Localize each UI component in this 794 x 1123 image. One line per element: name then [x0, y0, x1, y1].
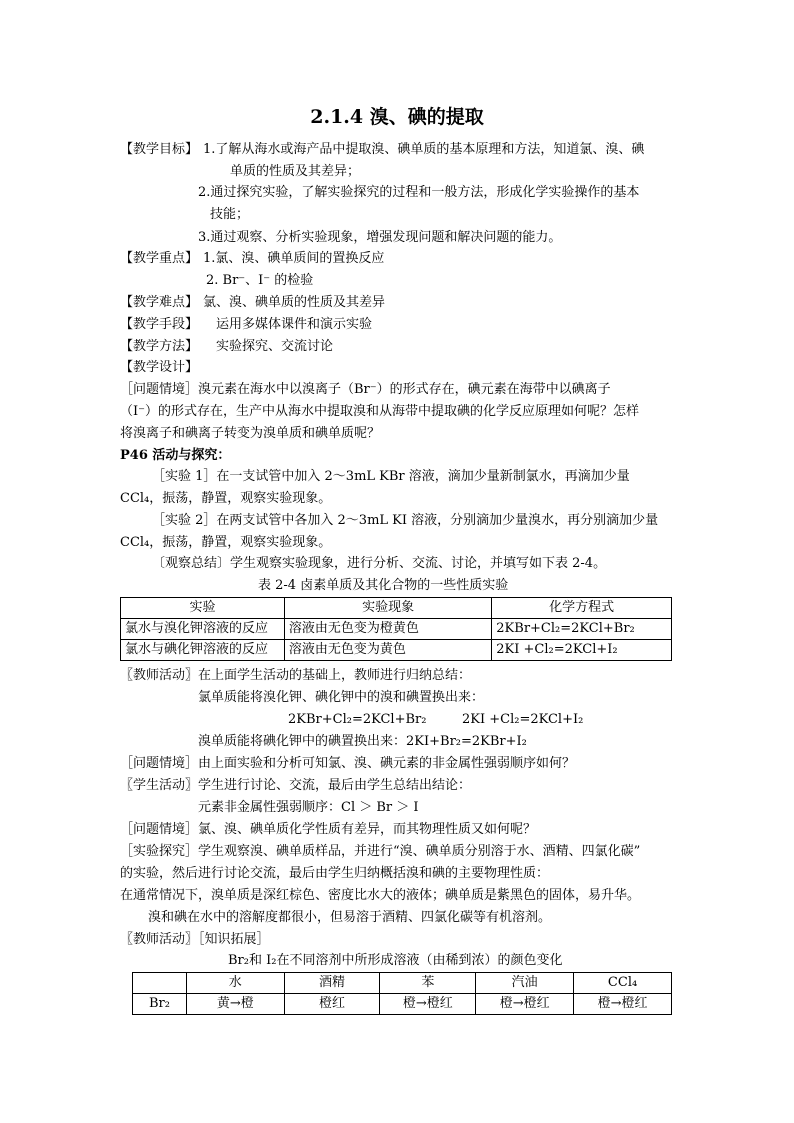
table-cell: 橙→橙红 — [380, 994, 476, 1015]
solvent-table-caption: Br₂和 I₂在不同溶剂中所形成溶液（由稀到浓）的颜色变化 — [228, 953, 563, 968]
problem-1-line-1: ［问题情境］溴元素在海水中以溴离子（Br⁻）的形式存在，碘元素在海带中以碘离子 — [120, 382, 611, 397]
table-row — [133, 994, 672, 1015]
goal-2-line-2: 技能； — [210, 207, 250, 222]
goals-label: 【教学目标】 — [120, 142, 199, 157]
table-cell: Br₂ — [133, 994, 187, 1015]
experiment-1-line-2: CCl₄，振荡，静置，观察实验现象。 — [120, 491, 332, 506]
page-title: 2.1.4 溴、碘的提取 — [310, 106, 484, 128]
activity-heading: P46 活动与探究： — [120, 448, 231, 463]
goal-1-line-1: 1.了解从海水或海产品中提取溴、碘单质的基本原理和方法，知道氯、溴、碘 — [203, 142, 645, 157]
equation-1: 2KBr+Cl₂=2KCl+Br₂ — [288, 712, 427, 727]
table-header-cell: 汽油 — [476, 973, 574, 994]
key-point-1: 1.氯、溴、碘单质间的置换反应 — [203, 251, 385, 266]
explore-line-3: 在通常情况下，溴单质是深红棕色、密度比水大的液体；碘单质是紫黑色的固体，易升华。 — [120, 888, 641, 903]
problem-1-line-3: 将溴离子和碘离子转变为溴单质和碘单质呢？ — [120, 426, 381, 441]
problem-1-line-2: （I⁻）的形式存在，生产中从海水中提取溴和从海带中提取碘的化学反应原理如何呢？怎样 — [120, 404, 639, 419]
equation-2: 2KI +Cl₂=2KCl+I₂ — [462, 712, 584, 727]
goal-2-line-1: 2.通过探究实验，了解实验探究的过程和一般方法，形成化学实验操作的基本 — [198, 185, 640, 200]
experiment-1-line-1: ［实验 1］在一支试管中加入 2～3mL KBr 溶液，滴加少量新制氯水，再滴加少量 — [152, 469, 630, 484]
table-cell: 2KBr+Cl₂=2KCl+Br₂ — [492, 619, 672, 640]
table-2-4-caption: 表 2-4 卤素单质及其化合物的一些性质实验 — [258, 578, 509, 593]
explore-line-1: ［实验探究］学生观察溴、碘单质样品，并进行“溴、碘单质分别溶于水、酒精、四氯化碳” — [120, 844, 641, 859]
difficulty-text: 氯、溴、碘单质的性质及其差异 — [203, 295, 386, 310]
explore-line-4: 溴和碘在水中的溶解度都很小，但易溶于酒精、四氯化碳等有机溶剂。 — [148, 910, 552, 925]
table-cell: 黄→橙 — [186, 994, 284, 1015]
method-text: 实验探究、交流讨论 — [216, 339, 334, 354]
teacher-activity-1: 〖教师活动〗在上面学生活动的基础上，教师进行归纳总结： — [120, 668, 472, 683]
solvent-color-table — [132, 972, 672, 1015]
table-row — [121, 640, 672, 661]
problem-2: ［问题情境］由上面实验和分析可知氯、溴、碘元素的非金属性强弱顺序如何？ — [120, 756, 576, 771]
table-cell: 橙→橙红 — [476, 994, 574, 1015]
teacher-activity-2: 〖教师活动〗［知识拓展］ — [120, 932, 270, 947]
explore-line-2: 的实验，然后进行讨论交流，最后由学生归纳概括溴和碘的主要物理性质： — [120, 866, 550, 881]
table-header-row — [121, 598, 672, 619]
table-cell: 溶液由无色变为橙黄色 — [284, 619, 491, 640]
table-cell: 溶液由无色变为黄色 — [284, 640, 491, 661]
nonmetal-order: 元素非金属性强弱顺序：Cl ＞ Br ＞ I — [198, 800, 419, 815]
table-header-row — [133, 973, 672, 994]
table-header-cell: 苯 — [380, 973, 476, 994]
table-cell: 2KI +Cl₂=2KCl+I₂ — [492, 640, 672, 661]
goal-1-line-2: 单质的性质及其差异； — [230, 164, 361, 179]
observe-summary: 〔观察总结〕学生观察实验现象，进行分析、交流、讨论，并填写如下表 2-4。 — [152, 556, 607, 571]
table-cell: 橙→橙红 — [574, 994, 672, 1015]
problem-3: ［问题情境］氯、溴、碘单质化学性质有差异，而其物理性质又如何呢？ — [120, 822, 537, 837]
table-header-cell — [133, 973, 187, 994]
difficulty-label: 【教学难点】 — [120, 295, 199, 310]
means-text: 运用多媒体课件和演示实验 — [216, 317, 373, 332]
table-header-cell: CCl₄ — [574, 973, 672, 994]
method-label: 【教学方法】 — [120, 339, 199, 354]
experiment-2-line-2: CCl₄，振荡，静置，观察实验现象。 — [120, 535, 332, 550]
design-label: 【教学设计】 — [120, 360, 199, 375]
experiment-2-line-1: ［实验 2］在两支试管中各加入 2～3mL KI 溶液，分别滴加少量溴水，再分别滴加少量 — [152, 513, 659, 528]
means-label: 【教学手段】 — [120, 317, 199, 332]
table-header-cell: 实验现象 — [284, 598, 491, 619]
table-cell: 氯水与碘化钾溶液的反应 — [121, 640, 285, 661]
student-activity: 〖学生活动〗学生进行讨论、交流，最后由学生总结出结论： — [120, 778, 472, 793]
table-2-4 — [120, 597, 672, 661]
table-header-cell: 水 — [186, 973, 284, 994]
teacher-activity-1-line-2: 氯单质能将溴化钾、碘化钾中的溴和碘置换出来： — [198, 690, 485, 705]
table-header-cell: 实验 — [121, 598, 285, 619]
goal-3: 3.通过观察、分析实验现象，增强发现问题和解决问题的能力。 — [198, 230, 562, 245]
teacher-activity-1-line-3: 溴单质能将碘化钾中的碘置换出来：2KI+Br₂=2KBr+I₂ — [198, 734, 527, 749]
table-cell: 橙红 — [284, 994, 380, 1015]
table-cell: 氯水与溴化钾溶液的反应 — [121, 619, 285, 640]
table-header-cell: 化学方程式 — [492, 598, 672, 619]
table-row — [121, 619, 672, 640]
table-header-cell: 酒精 — [284, 973, 380, 994]
key-point-2: 2. Br⁻、I⁻ 的检验 — [206, 273, 314, 288]
key-points-label: 【教学重点】 — [120, 251, 199, 266]
